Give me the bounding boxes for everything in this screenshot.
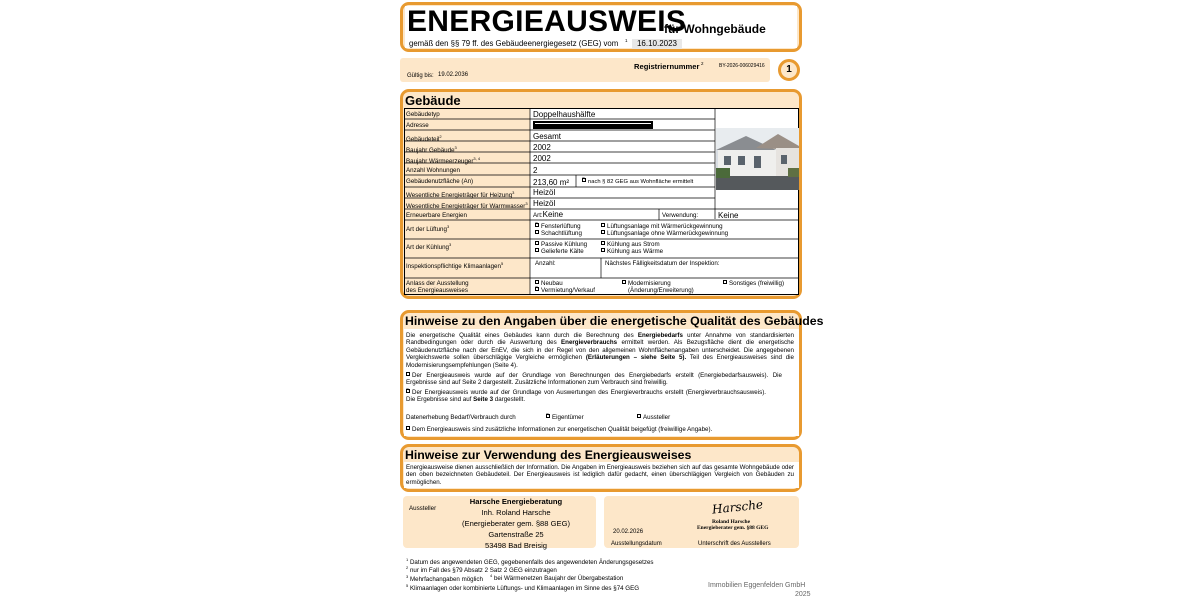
- footnote-4: [490, 572, 623, 582]
- notes-demand-checkbox[interactable]: [406, 372, 410, 376]
- value-building-type: Doppelhaushälfte: [533, 110, 596, 119]
- value-building-part: Gesamt: [533, 132, 562, 141]
- vent-without-recovery-checkbox[interactable]: [601, 230, 605, 234]
- cool-delivered-label: Gelieferte Kälte: [541, 248, 584, 255]
- footnote-3-text: Mehrfachangaben möglich: [409, 576, 483, 584]
- vent-with-recovery-checkbox[interactable]: [601, 223, 605, 227]
- issuer-street: Gartenstraße 25: [488, 530, 544, 539]
- survey-label: Datenerhebung Bedarf/Verbrauch durch: [406, 414, 516, 421]
- notes-extra-text: Dem Energieausweis sind zusätzliche Informationen zur energetischen Qualität beigefügt (freiwillige Angabe).: [412, 426, 713, 433]
- reason-other-label: Sonstiges (freiwillig): [729, 280, 785, 287]
- renew-kind: [533, 211, 563, 219]
- label-address: Adresse: [406, 122, 429, 129]
- fn-year: 3: [454, 145, 457, 150]
- issue-date: 20.02.2026: [613, 529, 644, 535]
- vent-window-label: Fensterlüftung: [541, 223, 581, 230]
- label-area: Gebäudenutzfläche (An): [406, 178, 474, 185]
- reason-modern-checkbox[interactable]: [622, 280, 626, 284]
- label-water-carrier-text: Wesentliche Energieträger für Warmwasser: [406, 203, 526, 211]
- reason-option-other: [723, 280, 784, 287]
- cool-option-electric: [601, 241, 660, 248]
- fn-vent: 3: [446, 224, 450, 229]
- label-year-built: [406, 144, 457, 154]
- page-number-badge: [778, 59, 800, 81]
- label-building-part: [406, 133, 442, 143]
- watermark-line-2: 2025: [795, 591, 811, 598]
- fn-heating: 3: [512, 190, 515, 195]
- inspection-count-label: Anzahl:: [535, 260, 556, 267]
- survey-owner-label: Eigentümer: [552, 414, 584, 421]
- vent-option-shaft: [535, 230, 582, 237]
- label-inspection-text: Inspektionspflichtige Klimaanlagen: [406, 263, 501, 271]
- cool-electric-label: Kühlung aus Strom: [607, 241, 660, 248]
- value-units: 2: [533, 166, 538, 175]
- doc-title: ENERGIEAUSWEIS: [407, 5, 687, 38]
- address-redacted: [533, 121, 653, 129]
- vent-shaft-checkbox[interactable]: [535, 230, 539, 234]
- label-cooling-text: Art der Kühlung: [406, 244, 449, 252]
- vent-shaft-label: Schachtlüftung: [541, 230, 582, 237]
- reason-option-sale: [535, 287, 595, 294]
- page-number: 1: [786, 64, 792, 75]
- reason-sale-checkbox[interactable]: [535, 287, 539, 291]
- value-year-built: 2002: [533, 143, 551, 152]
- notes-consumption-checkbox[interactable]: [406, 389, 410, 393]
- cool-option-delivered: [535, 248, 584, 255]
- notes-consumption-c: dargestellt.: [494, 396, 526, 404]
- registration-number: BY-2026-006029416: [719, 63, 765, 69]
- renew-kind-label: Art:: [533, 212, 543, 219]
- law-footnote: 1: [625, 38, 628, 43]
- label-building-type: Gebäudetyp: [406, 111, 440, 118]
- label-units: Anzahl Wohnungen: [406, 167, 460, 174]
- notes-p1-g: Teil des Energieausweises sind die Modernisierungsempfehlungen (Seite 4).: [406, 354, 794, 369]
- cool-heat-checkbox[interactable]: [601, 248, 605, 252]
- footnote-1-text: Datum des angewendeten GEG, gegebenenfalls des angewendeten Änderungsgesetzes: [409, 559, 654, 567]
- issuer-label: Aussteller: [409, 505, 437, 512]
- issuer-line1: Inh. Roland Harsche: [481, 508, 551, 517]
- issuer-name: Harsche Energieberatung: [469, 497, 563, 506]
- notes-p1-c: unter Annahme von standardisierten Randbedingungen oder durch die Auswertung des: [406, 332, 794, 347]
- label-ventilation-text: Art der Lüftung: [406, 226, 447, 234]
- address-redacted-inner: [535, 123, 651, 124]
- survey-issuer-checkbox[interactable]: [637, 414, 641, 418]
- watermark-line-1: Immobilien Eggenfelden GmbH: [708, 582, 806, 589]
- fn-cool: 3: [449, 242, 452, 247]
- notes-option-demand: [406, 372, 782, 387]
- usage-title: Hinweise zur Verwendung des Energieausweises: [405, 448, 692, 462]
- footnote-5-num: 5: [406, 583, 409, 588]
- fn-water: 3: [525, 201, 528, 206]
- footnote-4-text: bei Wärmenetzen Baujahr der Übergabestation: [493, 575, 624, 583]
- stamp-line-2: Energieberater gem. §88 GEG: [697, 525, 769, 531]
- value-area: 213,60 m²: [533, 178, 570, 187]
- survey-owner-checkbox[interactable]: [546, 414, 550, 418]
- area-note-text: nach § 82 GEG aus Wohnfläche ermittelt: [588, 179, 694, 185]
- area-checkbox[interactable]: [582, 178, 586, 182]
- issuer-line2: (Energieberater gem. §88 GEG): [461, 519, 571, 528]
- label-heating-carrier-text: Wesentliche Energieträger für Heizung: [406, 192, 513, 200]
- vent-option-window: [535, 223, 581, 230]
- notes-consumption-a: Der Energieausweis wurde auf der Grundlage von Auswertungen des Energieverbrauchs erstellt (Energieverbrauchsausweis). Die Ergebnisse sind auf: [406, 389, 766, 404]
- fn-heater: 3, 4: [473, 156, 481, 161]
- reason-sale-label: Vermietung/Verkauf: [541, 287, 596, 294]
- reason-option-modern: [622, 280, 671, 287]
- law-date: 16.10.2023: [632, 39, 682, 49]
- renew-use-label: Verwendung:: [662, 212, 699, 219]
- footnote-2-num: 2: [406, 565, 409, 570]
- notes-demand-text: Der Energieausweis wurde auf der Grundlage von Berechnungen des Energiebedarfs erstellt (Energiebedarfsausweis). Die Ergebnisse sind auf Seite 2 dargestellt. Zusätzliche Informationen zum Verbrauch sind freiwillig.: [406, 372, 782, 387]
- area-note: [582, 179, 693, 186]
- signature-script: Harsche: [711, 497, 764, 517]
- cool-passive-checkbox[interactable]: [535, 241, 539, 245]
- vent-option-without-recovery: [601, 230, 728, 237]
- label-renewables: Erneuerbare Energien: [406, 212, 467, 219]
- label-building-part-text: Gebäudeteil: [406, 136, 440, 144]
- cool-heat-label: Kühlung aus Wärme: [607, 248, 664, 255]
- label-year-heater: [406, 155, 480, 165]
- label-year-built-text: Baujahr Gebäude: [406, 147, 455, 155]
- notes-p1-d: Energieverbrauchs: [561, 339, 618, 347]
- building-title: Gebäude: [405, 93, 461, 108]
- valid-date: 19.02.2036: [438, 72, 469, 78]
- notes-p1-e: ermittelt werden. Als Bezugsfläche dient die energetische Gebäudenutzfläche nach der EnEV, die sich in der Regel von den allgemeinen Wohnflächenangaben unterscheidet. Die angegebenen Vergleichswerte sollen überschlägige Vergleiche ermöglichen: [406, 339, 794, 362]
- fn-part: 2: [439, 134, 442, 139]
- notes-p1-f: (Erläuterungen – siehe Seite 5).: [585, 354, 687, 362]
- fn-insp: 5: [500, 261, 504, 266]
- issue-date-label: Ausstellungsdatum: [611, 541, 662, 547]
- survey-issuer: [637, 414, 670, 421]
- label-reason-1: Anlass der Ausstellung: [406, 280, 469, 287]
- building-photo: [716, 128, 799, 190]
- footnote-1-num: 1: [406, 557, 409, 562]
- registration-strip: [400, 58, 770, 82]
- notes-option-consumption: [406, 389, 766, 404]
- usage-text: Energieausweise dienen ausschließlich der Information. Die Angaben im Energieausweis beziehen sich auf das gesamte Wohngebäude oder den oben bezeichneten Gebäudeteil. Der Energieausweis ist lediglich dafür gedacht, einen überschlägigen Vergleich von Gebäuden zu ermöglichen.: [406, 464, 794, 486]
- footnote-2-text: nur im Fall des §79 Absatz 2 Satz 2 GEG einzutragen: [409, 567, 557, 575]
- survey-issuer-label: Aussteller: [643, 414, 671, 421]
- label-heating-carrier: [406, 189, 514, 199]
- footnote-4-num: 4: [490, 573, 493, 578]
- label-cooling: [406, 241, 451, 251]
- reason-new-label: Neubau: [541, 280, 563, 287]
- value-water-carrier: Heizöl: [533, 199, 556, 208]
- renew-use-value: Keine: [718, 211, 739, 220]
- notes-p1-a: Die energetische Qualität eines Gebäudes kann durch die Berechnung des: [406, 332, 634, 339]
- vent-without-recovery-label: Lüftungsanlage ohne Wärmerückgewinnung: [607, 230, 729, 237]
- notes-title: Hinweise zu den Angaben über die energetische Qualität des Gebäudes: [405, 314, 824, 328]
- reason-new-checkbox[interactable]: [535, 280, 539, 284]
- signature-label: Unterschrift des Ausstellers: [698, 541, 771, 547]
- value-year-heater: 2002: [533, 154, 551, 163]
- value-heating-carrier: Heizöl: [533, 188, 556, 197]
- label-ventilation: [406, 223, 449, 233]
- cool-delivered-checkbox[interactable]: [535, 248, 539, 252]
- issuer-city: 53498 Bad Breisig: [484, 541, 548, 550]
- footnote-3-num: 3: [406, 574, 409, 579]
- vent-window-checkbox[interactable]: [535, 223, 539, 227]
- notes-paragraph: [406, 332, 794, 369]
- footnote-5: [406, 582, 639, 592]
- label-inspection: [406, 260, 503, 270]
- vent-option-with-recovery: [601, 223, 723, 230]
- cool-electric-checkbox[interactable]: [601, 241, 605, 245]
- cool-option-passive: [535, 241, 587, 248]
- survey-owner: [546, 414, 584, 421]
- registration-label: Registriernummer: [634, 62, 700, 71]
- reason-option-modern-b: (Änderung/Erweiterung): [628, 287, 694, 294]
- footnote-5-text: Klimaanlagen oder kombinierte Lüftungs- und Klimaanlagen im Sinne des §74 GEG: [409, 585, 640, 593]
- notes-p1-b: Energiebedarfs: [637, 332, 683, 339]
- cool-passive-label: Passive Kühlung: [541, 241, 588, 248]
- notes-extra: [406, 426, 712, 433]
- reason-other-checkbox[interactable]: [723, 280, 727, 284]
- vent-with-recovery-label: Lüftungsanlage mit Wärmerückgewinnung: [607, 223, 723, 230]
- registration-footnote: 2: [701, 61, 704, 66]
- law-text: gemäß den §§ 79 ff. des Gebäudeenergiegesetz (GEG) vom: [409, 39, 619, 48]
- valid-label: Gültig bis:: [407, 73, 434, 79]
- label-year-heater-text: Baujahr Wärmeerzeuger: [406, 158, 474, 166]
- stamp-line-1: Roland Harsche: [712, 519, 751, 525]
- reason-modern-label: Modernisierung: [628, 280, 671, 287]
- reason-option-new: [535, 280, 563, 287]
- label-reason-2: des Energieausweises: [406, 287, 468, 294]
- notes-consumption-b: Seite 3: [473, 396, 494, 404]
- doc-subtitle: für Wohngebäude: [664, 22, 766, 36]
- cool-option-heat: [601, 248, 663, 255]
- label-water-carrier: [406, 200, 528, 210]
- renew-kind-value: Keine: [542, 210, 564, 219]
- inspection-due-label: Nächstes Fälligkeitsdatum der Inspektion:: [605, 260, 720, 267]
- notes-extra-checkbox[interactable]: [406, 426, 410, 430]
